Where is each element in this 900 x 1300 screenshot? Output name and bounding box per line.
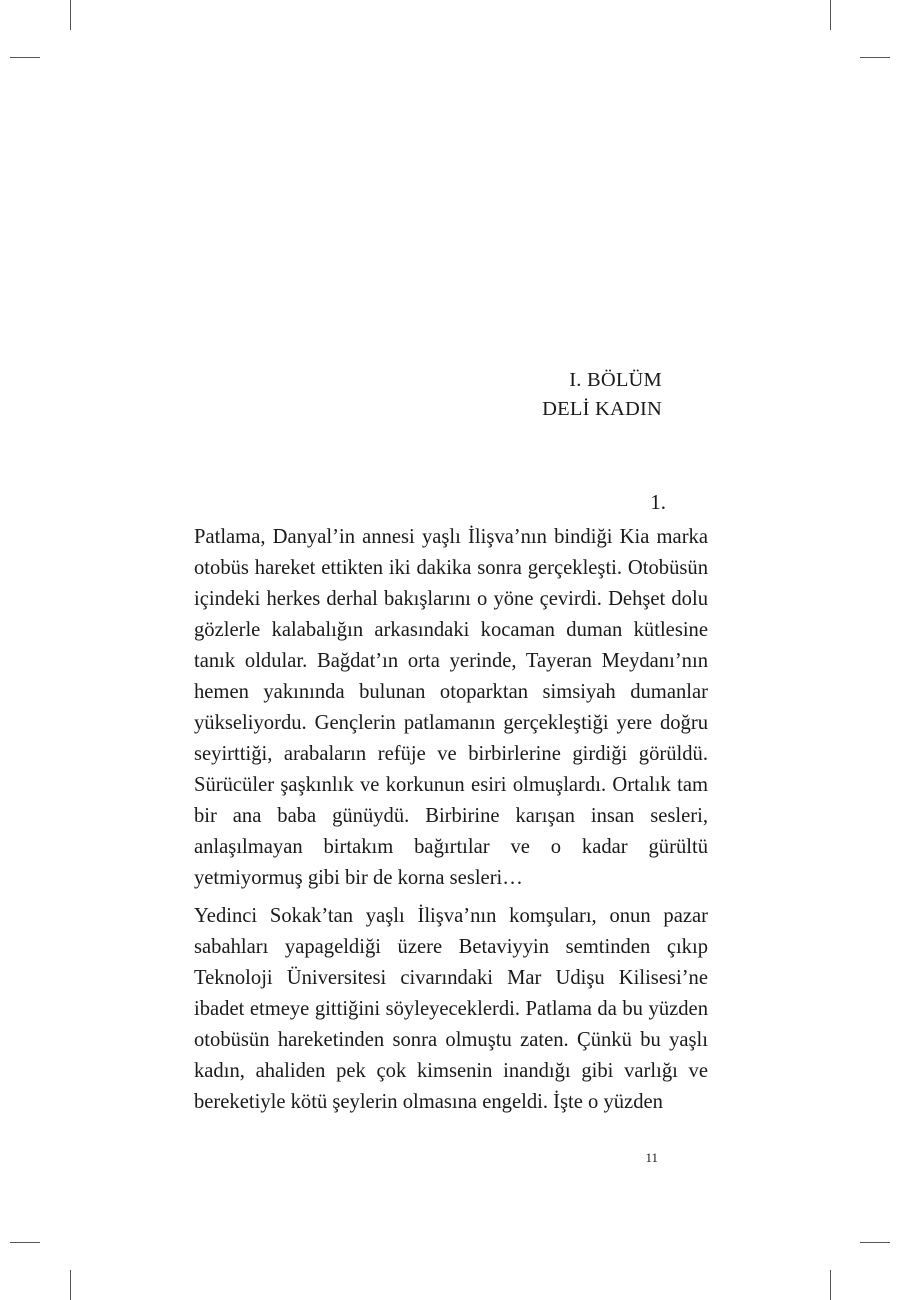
paragraph: Patlama, Danyal’in annesi yaşlı İlişva’nın bindiği Kia marka otobüs hareket ettikten iki dakika sonra gerçekleşti. Otobüsün içindeki herkes derhal bakışlarını o yöne çevirdi. Dehşet dolu gözlerle kalabalığın arkasındaki kocaman duman kütlesine tanık oldular. Bağdat’ın orta yerinde, Tayeran Meydanı’nın hemen yakınında bulunan otoparktan simsiyah dumanlar yükseliyordu. Gençlerin patlamanın gerçekleştiği yere doğru seyirttiği, arabaların refüje ve birbirlerine girdiği görüldü. Sürücüler şaşkınlık ve korkunun esiri olmuşlardı. Ortalık tam bir ana baba günüydü. Birbirine karışan insan sesleri, anlaşılmayan birtakım bağırtılar ve o kadar gürültü yetmiyormuş gibi bir de korna sesleri… — [194, 526, 708, 889]
chapter-number: I. BÖLÜM — [569, 369, 662, 391]
crop-mark-top-left — [70, 0, 71, 30]
crop-mark-left-top — [10, 57, 40, 58]
crop-mark-top-right — [830, 0, 831, 30]
crop-mark-right-bottom — [860, 1242, 890, 1243]
crop-mark-left-bottom — [10, 1242, 40, 1243]
chapter-heading — [542, 366, 662, 424]
section-number: 1. — [650, 490, 666, 514]
chapter-title: DELİ KADIN — [542, 398, 662, 420]
page-number: 11 — [645, 1150, 658, 1165]
body-text — [194, 522, 708, 1125]
crop-mark-bottom-right — [830, 1270, 831, 1300]
crop-mark-bottom-left — [70, 1270, 71, 1300]
crop-mark-right-top — [860, 57, 890, 58]
paragraph: Yedinci Sokak’tan yaşlı İlişva’nın komşuları, onun pazar sabahları yapageldiği üzere Betaviyyin semtinden çıkıp Teknoloji Üniversitesi civarındaki Mar Udişu Kilisesi’ne ibadet etmeye gittiğini söyleyeceklerdi. Patlama da bu yüzden otobüsün hareketinden sonra olmuştu zaten. Çünkü bu yaşlı kadın, ahaliden pek çok kimsenin inandığı gibi varlığı ve bereketiyle kötü şeylerin olmasına engeldi. İşte o yüzden — [194, 905, 708, 1113]
